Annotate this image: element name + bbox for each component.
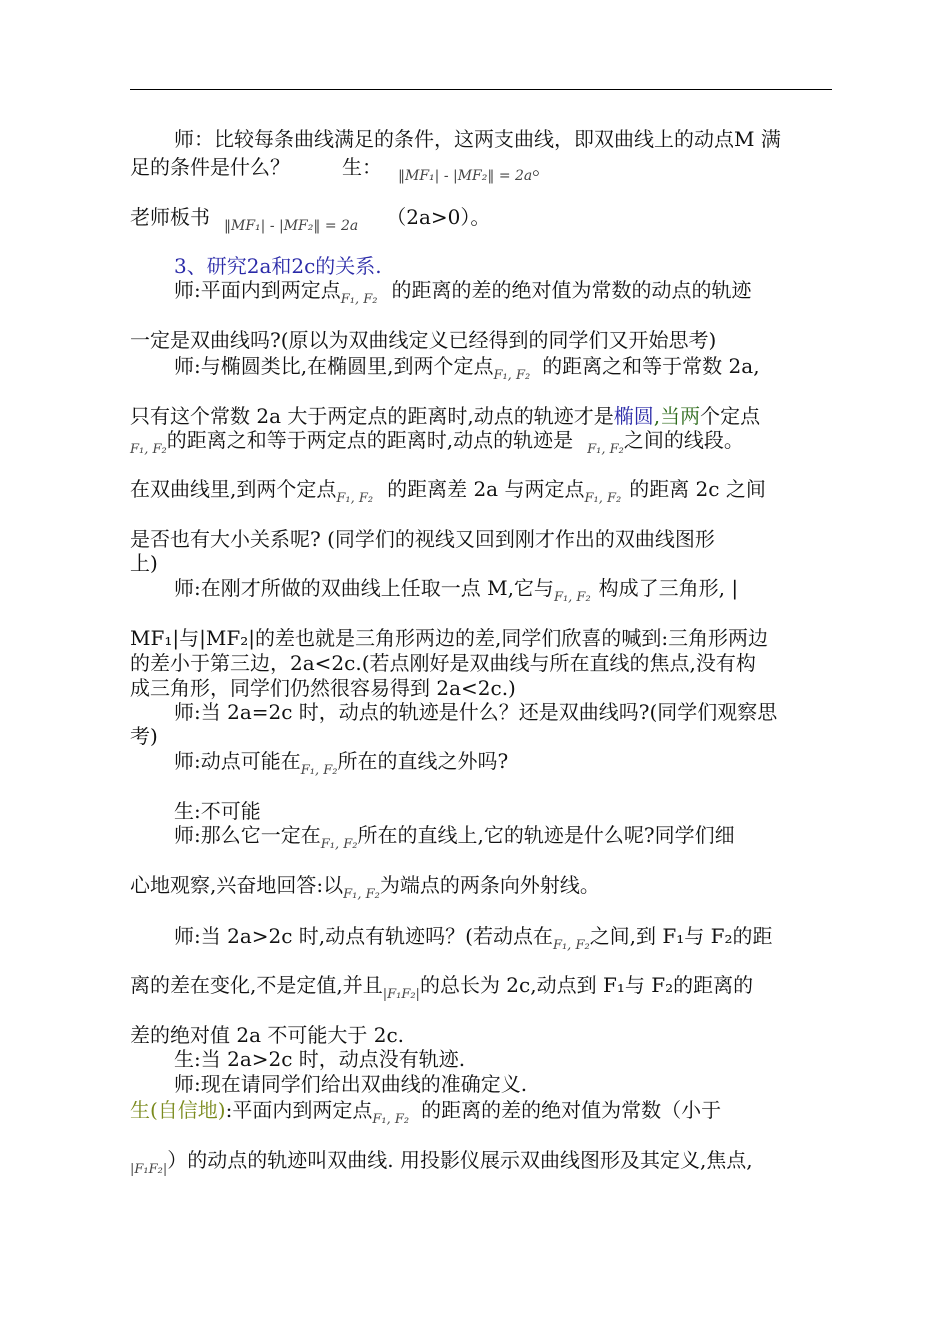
paragraph-line: 师:在刚才所做的双曲线上任取一点 M,它与$_{F_1, F_2}$ 构成了三角形, | (174, 576, 739, 605)
paragraph-line: 师:现在请同学们给出双曲线的准确定义. (174, 1072, 528, 1096)
formula-f1f2: F₁, F₂ (340, 292, 378, 307)
formula-f1f2: F₁, F₂ (587, 442, 624, 457)
formula-f1f2: F₁, F₂ (552, 938, 590, 953)
paragraph-line: 师:动点可能在$_{F_1, F_2}$所在的直线之外吗? (174, 749, 509, 778)
paragraph-line: 考) (130, 724, 158, 748)
paragraph-line: 只有这个常数 2a 大于两定点的距离时,动点的轨迹才是椭圆,当两个定点 (130, 404, 761, 428)
paragraph-line: 师:与椭圆类比,在椭圆里,到两个定点$_{F_1, F_2}$ 的距离之和等于常数 2a, (174, 354, 760, 383)
formula-f1f2: F₁, F₂ (493, 368, 531, 383)
paragraph-line: 师:平面内到两定点$_{F_1, F_2}$ 的距离的差的绝对值为常数的动点的轨迹 (174, 278, 752, 307)
paragraph-line: 师：比较每条曲线满足的条件，这两支曲线，即双曲线上的动点M 满 (174, 127, 781, 151)
paragraph-line: 生:当 2a>2c 时，动点没有轨迹. (174, 1047, 466, 1071)
paragraph-line: 师:那么它一定在$_{F_1, F_2}$所在的直线上,它的轨迹是什么呢?同学们细 (174, 823, 735, 852)
paragraph-line: $_{|F_1F_2|}$）的动点的轨迹叫双曲线. 用投影仪展示双曲线图形及其定义,焦点, (130, 1148, 753, 1177)
paragraph-line: 是否也有大小关系呢? (同学们的视线又回到刚才作出的双曲线图形 (130, 527, 715, 551)
paragraph-line: 老师板书 $_{‖MF_1| - |MF_2‖ = 2a}$ （2a>0）。 (130, 205, 491, 234)
section-heading: 3、研究2a和2c的关系. (174, 254, 382, 278)
formula-f1f2: F₁, F₂ (553, 590, 591, 605)
paragraph-line: 足的条件是什么？ 生： $_{‖MF_1| - |MF_2‖ = 2a}$。 (130, 155, 553, 184)
header-rule (130, 89, 832, 90)
formula-f1f2: F₁, F₂ (130, 442, 167, 457)
paragraph-line: 一定是双曲线吗?(原以为双曲线定义已经得到的同学们又开始思考) (130, 328, 717, 352)
formula-f1f2: F₁, F₂ (372, 1112, 410, 1127)
paragraph-line: 师:当 2a>2c 时,动点有轨迹吗？(若动点在$_{F_1, F_2}$之间,到 F₁与 F₂的距 (174, 924, 773, 953)
formula-abs-f1f2: |F₁F₂| (382, 987, 420, 1002)
formula-f1f2: F₁, F₂ (336, 491, 374, 506)
formula-f1f2: F₁, F₂ (300, 763, 338, 778)
formula-f1f2: F₁, F₂ (584, 491, 622, 506)
paragraph-line: 生:不可能 (174, 799, 261, 823)
paragraph-line: 师:当 2a=2c 时，动点的轨迹是什么？还是双曲线吗?(同学们观察思 (174, 700, 778, 724)
paragraph-line: 在双曲线里,到两个定点$_{F_1, F_2}$ 的距离差 2a 与两定点$_{F_1, F_2}$ 的距离 2c 之间 (130, 477, 766, 506)
paragraph-line: MF₁|与|MF₂|的差也就是三角形两边的差,同学们欣喜的喊到:三角形两边 (130, 626, 769, 650)
formula-f1f2: F₁, F₂ (320, 837, 358, 852)
paragraph-line: $_{F_1, F_2}$的距离之和等于两定点的距离时,动点的轨迹是 $_{F_1, F_2}$之间的线段。 (130, 428, 744, 457)
formula-abs-f1f2: |F₁F₂| (130, 1162, 168, 1177)
paragraph-line: 生(自信地):平面内到两定点$_{F_1, F_2}$ 的距离的差的绝对值为常数（小于 (130, 1098, 722, 1127)
paragraph-line: 心地观察,兴奋地回答:以$_{F_1, F_2}$为端点的两条向外射线。 (130, 873, 600, 902)
paragraph-line: 的差小于第三边，2a<2c.(若点刚好是双曲线与所在直线的焦点,没有构 (130, 651, 756, 675)
paragraph-line: 成三角形，同学们仍然很容易得到 2a<2c.) (130, 676, 516, 700)
formula-f1f2: F₁, F₂ (343, 887, 380, 902)
paragraph-line: 离的差在变化,不是定值,并且$_{|F_1F_2|}$的总长为 2c,动点到 F₁与 F₂的距离的 (130, 973, 754, 1002)
paragraph-line: 差的绝对值 2a 不可能大于 2c. (130, 1023, 405, 1047)
paragraph-line: 上) (130, 551, 158, 575)
